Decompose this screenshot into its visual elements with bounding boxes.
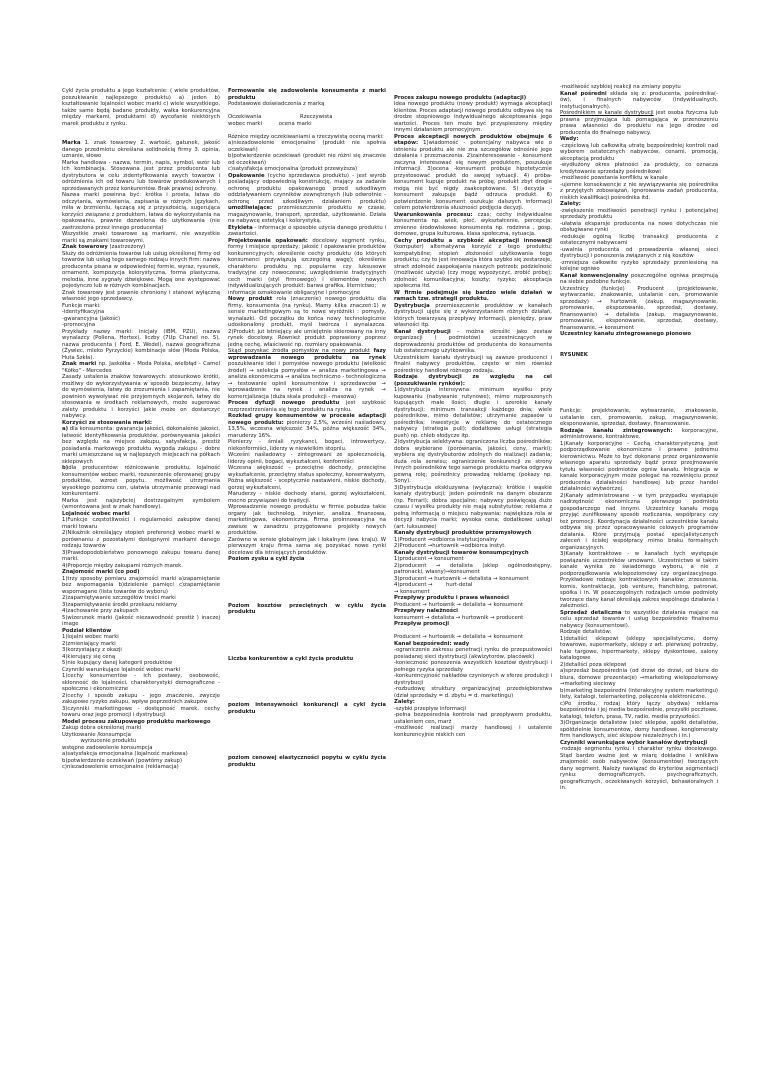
col2-paragraph: Opakowanie (cycho sprzedawca produktu) - jest wyrób posiadający odpowiednią konstrukcję, mający za zadanie ochronę produktu opakowanego przed szkodliwym oddziaływaniem czynników zewnętrznych (lub odwrotnie - ochronę przed szkodliwym działaniem produktu) umożliwiające: przemieszczenie produktu w czasie, magazynowanie, transport, sprzedaż, użytkowanie. Działa na nabywcę estetyką i kolorystyką.: [228, 172, 388, 224]
col1-paragraph: Znak towarowy (zastrzeżony): [62, 244, 146, 250]
col2-paragraph: Proces dyfuzji nowego produktu jest szybkość rozprzestrzeniania się tego produktu na rynku.: [228, 400, 388, 413]
col1-paragraph: 3)korzystający z okazji: [62, 647, 122, 653]
col3-paragraph: Kanał dystrybucji – można określić jako zestaw organizacji ( podmiotów) uczestniczących w doprowadzeniu produktów od producenta do konsumenta lub ostatecznego użytkownika.: [394, 328, 554, 354]
col3-paragraph: Kanał bezpośredni: wady: [394, 640, 470, 647]
col1-paragraph: c)niezadowolenie emocjonalne (reklamacja): [62, 764, 179, 770]
col4-paragraph: Rodzaje kanału zintegrowanych: korporacyjne, administrowane, kontraktowe.: [560, 427, 720, 440]
column-4: [560, 84, 718, 792]
col1-paragraph: wstępne zadowolenie konsumpcja: [62, 744, 153, 751]
col3-paragraph: 1)dystrybucja intensywna: minimum wysiłku przy kupowaniu (nabywanie rutynowe); mimo rozproszonych kupujących małe ilości; długie i szerokie kanały dystrybucji; minimum transakcji każdego dnia; wiele pośredników, mimo detalistów; utrzymanie zapasów u pośrednika; inwestycje w reklamę do ostatecznego nabywcy (strategia pull); dodatkowe usługi (strategia push) np. chleb słodycze itp.: [394, 387, 554, 439]
col1-paragraph: Funkcje marki:: [62, 302, 101, 309]
col3-paragraph: -konkurencyjność nakładów czynionych w sferze produkcji i dystrybucji: [394, 673, 554, 686]
col1-paragraph: Służy do odróżnienia towarów lub usług określonej firmy od towarów lub usług tego samego rodzaju innych firm: nazwa producenta pisana w odpowiedniej formie, wyraz, rysunek, ornament, kompozycja kolorystyczna, forma plastyczna, melodia, inne sygnały dźwiękowe. Mogą one występować pojedynczo lub w różnych kombinacjach.: [62, 250, 222, 289]
col3-paragraph: -konieczność ponoszenia wszystkich kosztów dystrybucji i pełnego ryzyka sprzedaży: [394, 660, 554, 673]
col1-paragraph: wyrzucenie produktu: [62, 738, 137, 744]
col3-paragraph: Proces zakupu nowego produktu (adaptacji): [394, 94, 527, 101]
col3-paragraph: 2)dystrybucja selektywna: ograniczona liczba pośredników; dobra wybierane (porównania, jakości, ceny, marki); wybiera się dystrybutorów zdolnych do realizacji zadania; duża rola serwisu; ograniczenie konkurencji ze strony innych pośredników tego samego produktu marka odgrywa pewną rolę; pośrednicy prowadzą reklamę (pokazy np. Sony).: [394, 439, 554, 484]
col2-paragraph: Podstawowe doświadczenia z marką: [228, 101, 325, 107]
col1-paragraph: 5)wizerunek marki (jakość niezawodność prestiż ) inaczej image: [62, 614, 222, 627]
column-3: [394, 88, 552, 738]
col3-paragraph: 3)producent → hurtownik → detalista → konsument: [394, 575, 529, 582]
col3-paragraph: -rozbudowę struktury organizacyjnej przedsiębiorstwa (dział sprzedaży = d. zbytu = d. marketingu): [394, 686, 554, 699]
col4-paragraph: -możliwość szybkiej reakcji na zmiany popytu: [560, 84, 681, 90]
col1-paragraph: 1)cechy konsumentów - ich postawy, osobowość, skłonność do lojalności, charakterystyki demograficzne - społeczne i ekonomiczne: [62, 673, 222, 692]
col3-paragraph: Rodzaje dystrybucji ze względu na cel (poszukiwanie rynków):: [394, 374, 554, 387]
col4-paragraph: -zmniejsza całkowite ryzyko sprzedaży przeniesioną na kolejne ogniwo: [560, 259, 720, 272]
col1-paragraph: 2)zapamiętywanie szczegółów treści marki: [62, 595, 176, 601]
col1-paragraph: Marka 1. znak towarowy 2. wartość, gatunek, jakość danego przedmiotu określana solidnością firmy 3. opinia, uznanie, słowo: [62, 140, 222, 159]
col3-paragraph: -pełna bezpośrednia kontrola nad przepływem produktu, ustaleniem cen, marż: [394, 712, 554, 725]
col1-paragraph: Przykłady nazwy marki: inicjały (IBM, PZU), nazwa wynalazcy (Pollena, Hortex), liczby (7Up Chanel no. 5), nazwa producenta ( Ford, E. Wedel), nazwa geograficzna (Żywiec, mleko Pyrzyckie) kombinacje słów (Moda Polska, Huta Szkła).: [62, 328, 222, 361]
col2-paragraph: Nowy produkt rola (znaczenie) nowego produktu dla firmy, konsumenta (na rynku). Mamy kilka znaczeń:1) w sensie marketingowym są to nowe wyróżniki : pomysły, wynalazki. Od początku do końca nowy technologicznie udoskonalony produkt, myśl twórcza i wynalazcza. 2)Produkt: jut istniejący ale umiejętnie skierowany na inny rynek docelowy. Również produkt poprawiony poprzez jedną cechę, właściwość np. rozmiary opakowania.: [228, 296, 388, 348]
col1-paragraph: Model procesu zakupowego produktu markowego: [62, 718, 211, 725]
col4-paragraph: 1)Kanały korporacyjne - Cechą charakterystyczną jest podporządkowanie ekonomiczne i prawne jednemu kierownictwu. Może to być dokonane przez organizowanie własnego aparatu sprzedaży bądź przez przejmowanie tytułu własności podmiotów ogniw kanału. Integracja w kanale korporacyjnym może polegać na rozwinięciu przez producenta działalności handlowej lub przez handel działalności wytwórczej.: [560, 440, 720, 492]
col1-paragraph: 2)Nikaźnik określający stopień preferencji wobec marki w porównaniu z pozostałymi dostępnymi markami danego rodzaju towarów: [62, 530, 222, 549]
col1-paragraph: 2)zmieniający marki: [62, 640, 116, 647]
col1-paragraph: 4)zachowanie przy zakupach: [62, 608, 139, 614]
col4-paragraph: -redukuje ogólną liczbę transakcji producenta z ostatecznymi nabywcami: [560, 233, 720, 246]
col4-paragraph: Pośrednikiem w kanale dystrybucji jest osoba fizyczna lub prawna przyjmująca lub pomagająca w przenoszeniu prawa własności do produktu na jego drodze od producenta do finalnego nabywcy.: [560, 110, 720, 136]
col4-paragraph: 3)Organizacje detalistów (sieć sklepów, spółki detalistów, spółdzielnie konsumentów, domy handlowe, konglomeraty firm handlowych, sieć sklepów niezależnych i in.): [560, 720, 720, 739]
col2-paragraph: Wprowadzenie nowego produktu w firmie pobudza takie organy jak technolog, inżynier, analiza finansowa, marketingowa, ekonomiczna. Firma proinnowacyjna na zawsze w zanadrzu przygotowane projekty nowych produktów.: [228, 504, 388, 536]
col3-paragraph: 4)producent → hurt-detal: [394, 582, 473, 588]
col1-paragraph: Znajomość marki (co pod): [62, 569, 140, 575]
col2-paragraph: Poziom zysku a cykl życia: [228, 556, 305, 562]
col1-paragraph: Cykl życia produktu a jego kształcenie: ( wiele produktów, poszukiwanie najlepszego produktu) a) jeden b) kształtowanie lojalności wobec marki c) wiele wszystkiego, także same będą badane produkty, walka konkurencyjna między markami, produktami d) wycofanie niektórych marek produktu z rynku.: [62, 88, 222, 127]
col1-paragraph: b)potwierdzenie oczekiwań (powtórny zakup): [62, 757, 183, 764]
col3-paragraph: Zalety:: [394, 699, 415, 705]
col2-paragraph: wobec marki ocena marki: [228, 120, 312, 127]
col3-paragraph: Uczestnikiem kanału dystrybucji są zawsze producenci i finalni nabywcy produktów, często w nim również pośrednicy handlowi różnego rodzaju.: [394, 354, 554, 374]
col2-paragraph: Późna większość - sceptycznie nastawieni, niskie dochody, gorzej wykształceni,: [228, 478, 388, 491]
col4-paragraph: c)Po środku, rodzaj który łączy obydwa) reklama bezpośrednia i jej media bezpośrednie, prezysłki pocztowe, katalogi, telefon, prasa, TV, radio, media przyszłości.: [560, 700, 720, 720]
col4-paragraph: -rodzaje segmentu rynku i charakter rynku docelowego. Stąd bardzo ważne jest w miarę dokładne i wnikliwa znajomość osób nabywców (konsumentów) tworzących dany segment. Należy nawiązać do kryteriów segmentacji rynku: demograficznych, psychograficznych, geograficznych, oczekiwanych korzyści, behawioralnych i in.: [560, 746, 720, 791]
col4-paragraph: -ułatwia eksparsje producenta na nowe dotychczas nie obsługiwane rynki: [560, 220, 720, 233]
col3-paragraph: Idea nowego produktu (nowy produkt) wymaga akceptacji klientów. Proces adaptacji nowego produktu odbywa się na drodze stopniowego indywidualnego akceptowania jego wartości. Proces ten może być przyspieszony między innymi działaniem promocyjnym.: [394, 101, 554, 133]
col2-paragraph: Liczba konkurentów a cykl życia produktu: [228, 655, 354, 662]
col4-paragraph: Funkcje: projektowanie, wytwarzanie, znakowanie, ustalanie cen, promowanie, zakup, magazynowanie, eksponowanie, sprzedaż, dostawy, finansowanie.: [560, 408, 720, 427]
col1-paragraph: Korzyści ze stosowania marki:: [62, 419, 153, 426]
col3-paragraph: Uwarunkowania procesu: czas; cechy indywidualne konsumenta np. wiek, płeć, wykształcenie, percepcja; zmienne środowiskowe konsumenta np. rodzinna , gosp. domowe, grupa kulturowa, klasa społeczna, sytuacja.: [394, 211, 554, 237]
col4-paragraph: 2)detaliści poza sklepowi: [560, 661, 627, 668]
col4-paragraph: -zwiększenie możliwości penetracji rynku i potencjalnej sprzedaży produktu: [560, 207, 720, 220]
col1-paragraph: -identyfikacyjna: [62, 309, 105, 315]
col2-paragraph: Formowanie się zadowolenia konsumenta z marki produktu: [228, 88, 388, 101]
col1-paragraph: Wszystkie znaki towarowe są markami, nie wszystkie marki są znakami towarowymi.: [62, 231, 222, 244]
col3-paragraph: -szybki przepływ informacji: [394, 705, 467, 712]
col2-paragraph: Etykieta - informacje o sposobie użycia danego produktu i zawartości.: [228, 224, 388, 237]
col3-paragraph: → konsument: [394, 588, 430, 595]
col3-paragraph: Producent → hurtownik → detalista → konsument: [394, 601, 523, 608]
col3-paragraph: Przepływy produktu i prawa własności: [394, 595, 509, 601]
col3-paragraph: Kanały dystrybucji towarów konsumpcyjnych: [394, 549, 529, 556]
col3-paragraph: Dystrybucja przemieszczenie produktów w kanałach dystrybucji ujęte się z wykorzystaniem różnych działań, których towarzyszą przepływy informacji, pieniędzy, praw własności itp.: [394, 302, 554, 328]
col2-paragraph: Rozkład grupy konsumentów w procesie adaptacji nowego produktu: pionierzy 2,5%, wcześni naśladowcy 13,5%, wczesna większość 34%, późna większość 34%, maruderzy 16%.: [228, 413, 388, 439]
col2-paragraph: informacje oznakowanie obligacyjne i promocyjne: [228, 289, 361, 296]
col4-paragraph: Wady:: [560, 136, 579, 142]
col1-paragraph: 1)lojalni wobec marki: [62, 634, 119, 640]
col4-paragraph: 3)Kanały kontraktowe - w kanałach tych występuje powiązanie uczestników umowami. Uczestnictwo w takim kanale wynika ze świadomego wyboru, a nie z podporządkowania wielopoziomowy czy organizacyjnego. Przykładowe rodzaje kontraktowych kanałów: zrzeszenia, komis, kontraktacje, job venture, franchising, patronat, spółka i in. W poszczególnych rodzajach umów podmioty tworzące dany kanał określają zakres wspólnego działania i zależności.: [560, 551, 720, 609]
col2-paragraph: Różnice między oczekiwaniami a rzeczywistą oceną marki:: [228, 133, 384, 140]
col1-paragraph: Marka jest najszybciej dostrzegalnym symbolem (wmontowana jest w znak handlowy).: [62, 497, 222, 510]
col2-paragraph: Projektowanie opakowań: docelowy segment rynku, formy i miejsce sprzedaży; jakość i opakowanie produktów konkurencyjnych; określenie cechy produktu (do których konsumenci przywiązują szczególną wagę); określenie charakteru produktu np. popularne czy luksusowe tradycyjne czy nowoczesne; uwzględnienie tradycyjnych cech marki (styl firmowego) i elementów nowych indywidualizujących produkt: barwa grafika, liternictwo;: [228, 237, 388, 289]
col4-paragraph: a)sprzedaż bezpośrednia (od drzwi do drzwi, od biura do biura, domowe prezentacje) →marketing wielopoziomowy →marketing sieciowy: [560, 668, 720, 687]
col2-paragraph: Poziom kosztów przeciętnych w cyklu życia produktu: [228, 602, 388, 615]
col4-paragraph: -ujemne konsekwencje z nie wywiązywania się pośrednika z przyjętych zobowiązań, ignorowania zadań producenta, niskich kwalifikacji pośrednika itd.: [560, 181, 720, 201]
col3-paragraph: 1)Producent →odbiorca instytucjonalny: [394, 536, 498, 543]
col1-paragraph: Użytkowanie /konsumpcja: [62, 731, 131, 738]
col2-paragraph: Pionierzy - śmiali ryzykanci, bogaci, introwertycy, niekonformiści, liderzy w niewielkim stopniu.: [228, 439, 388, 452]
col3-paragraph: 1)producent → konsument: [394, 556, 464, 562]
col3-paragraph: Proces akceptacji nowych produktów obejmuje 6 etapów: 1)wiadomość - potencjalny nabywca wie o istnieniu produktu ale nie zna szczegółów odnośnie jego działania i przeznaczenia. 2)zainteresowanie - konsument zaczyna interesować się nowym produktem, poszukuje informacji. 3)ocena -konsument próbuje hipotetycznie przystosować produkt do swojej sytuacji. 4) próba- konsument kupuje produkt na próbę, produkt zbyt drogie mogą nie być nigdy zaakceptowane. 5) decyzja - konsument zakupuje bądź odrzuca produkt. 6) potwierdzenie konsument oszukuje dalszych informacji celem potwierdzenia słuszności podjęcia decyzji.: [394, 133, 554, 211]
col1-paragraph: Znak towarowy jest prawnie chroniony i stanowi wyłączną własność jego sprzedawcy.: [62, 289, 222, 302]
col2-paragraph: Maruderzy - niskie dochody starsi, gorzej wykształceni, mocno przywiązani do tradycji.: [228, 491, 388, 504]
col3-paragraph: Przepływy należności: [394, 608, 458, 614]
col4-paragraph: -częściową lub całkowitą utratę bezpośredniej kontroli nad wyborem ostatecznych nabywców, cenami, promocją, akceptacją produktu: [560, 142, 720, 162]
col2-paragraph: Wczesna większość - przeciętne dochody, przeciętne wykształcenie, przeciętny status społeczny, konserwatyzm,: [228, 465, 388, 478]
col1-paragraph: Znak marki np. Jaskółka - Moda Polska, wielbłąd - Camel "Kółko" - Mercedes: [62, 361, 222, 374]
col4-paragraph: Uczestnicy kanału zintegrowanego pionowo: [560, 331, 691, 337]
col1-paragraph: Marka handlowa - nazwa, termin, napis, symbol, wzór lub ich kombinacja. Stosowana jest przez producenta lub dystrybutora w celu zidentyfikowania swych towarów i odróżnienia ich od towaru lub towarów produkowanych i sprzedawanych przez konkurentów. Brak prawnej ochrony.: [62, 159, 222, 192]
col1-paragraph: Czynniki warunkujące lojalność wobec marki: [62, 666, 181, 673]
col1-paragraph: 4)kierujący się ceną: [62, 653, 116, 660]
col2-paragraph: Skąd pozyskać źródła pomysłów na nowy produkt fazy wprowadzania nowego produktu na rynek poszukiwanie idei i pomysłów nowego produktu (wielkość źródeł) → selekcja pomysłów → analiza marketingowa → analiza ekonomiczna → analiza techniczno - technologiczna → testowanie opinii konsumentów i sprzedawców → wprowadzenie na rynek i analiza na rynek → komercjalizacja (duża skala produkcji - masowa): [228, 348, 388, 400]
col4-paragraph: Czynniki warunkujące wybór kanałów dystrybucji: [560, 739, 708, 746]
col1-paragraph: a) dla konsumenta: gwarancja jakości, dokonalenie jakości, łatwość identyfikowania produktów, porównywania jakości bez względu na miejsce zakupu, satysfakcja, prestiż posiadania markowego produktu wygoda zakupu - dobre marki umieszczane są w najlepszych miejscach na półkach sklepowych: [62, 426, 222, 465]
col1-paragraph: b)dla producentów: różnicowanie produktu, lojalność konsumentów wobec marki, rozszerzenie oferowanej grupy produktów, wzrost popytu, możliwość utrzymania wysokiego poziomu cen, ułatwia utrzymanie przewagi nad konkurentami.: [62, 465, 222, 497]
col3-paragraph: 2)Producent →hurtownik →odbiorca instyt.: [394, 543, 506, 549]
col1-paragraph: 2)cechy i sposób zakupu - jego znaczenie, zwyczje zakupowe ryzyko zakupu, wpływ poprzednich zakupów: [62, 692, 222, 705]
col4-paragraph: RYSUNEK: [560, 351, 588, 358]
col1-paragraph: Podział klientów: [62, 627, 112, 634]
col2-paragraph: Oczekiwania Rzeczywista: [228, 114, 333, 120]
col4-paragraph: b)marketing bezpośredni (interakcyjny system marketingu) listy, katalogi, telemarketing, połączenia elektroniczne.: [560, 687, 720, 700]
col2-paragraph: c)satysfakcja emocjonalna (produkt przewyższa): [228, 166, 358, 172]
col4-paragraph: Rodzaje detalistów:: [560, 629, 612, 635]
col3-paragraph: konsument → detalista → hurtownik → producent: [394, 614, 524, 621]
col4-paragraph: Sprzedaż detaliczna to wszystkie działania mające na celu sprzedaż towarów i usług bezpośrednio finalnemu nabywcy (konsumentowi).: [560, 609, 720, 629]
col4-paragraph: -wydłużony okres płatności za produkty, co oznacza kredytowanie sprzedaży pośrednikowi: [560, 162, 720, 175]
col2-paragraph: Wcześni naśladowcy - zintegrowani ze społecznością, liderzy opinii, bogaci, wykształceni, konformiści: [228, 452, 388, 465]
col2-paragraph: a)niezadowolenie emocjonalne (produkt nie spełnia oczekiwań): [228, 140, 388, 153]
col3-paragraph: -możliwość realizacji marży handlowej i ustalenie konkurencyjnie niskich cen: [394, 725, 554, 738]
col1-paragraph: 3)zapamiętywanie środki przekazu reklamy: [62, 601, 178, 608]
col4-paragraph: 2)Kanały administrowane - w tym przypadku wystąpuje nadrzędność ekonomiczna pierwszego podmiotu gospodarczego nad innymi. Uczestnicy kanału mogą przyjąć zunifikowany sposób rozliczania, współpracy czy też promocji. Koordynacja działalności uczestników kanału odbywa się przez opracowywanie celowych programów działania. Które przyjmują postać specjalistycznych załeceń i ścisłej współpracy mimo braku formalnych organizacyjnych.: [560, 492, 720, 551]
col2-paragraph: poziom cenowej elastyczności popytu w cyklu życia produktu: [228, 755, 388, 768]
col3-paragraph: Kanały dystrybucji produktów przemysłowych: [394, 530, 532, 536]
col4-paragraph: Kanał konwencjonalny poszczególne ogniwa przejmują na siebie podobne funkcje.: [560, 272, 720, 285]
column-2: [228, 88, 386, 768]
col1-paragraph: Zasady ustalenia znaków towarowych: stosunkowo krótki, możliwy do wykorzystywania w sposób bezpieczny, łatwy do wymówienia, łatwy do zrozumienia i zapamiętania, nie powinien wywoływać nie przyjemnych skojarzeń, łatwy do stosowania w środkach reklamowych, może sugerować zalety produktu i korzyści jakie może on dostarczyć nabywcy.: [62, 374, 222, 419]
col1-paragraph: -promocyjna: [62, 322, 96, 328]
col2-paragraph: poziom intensywności konkurencji a cykl życia produktu: [228, 702, 388, 715]
col4-paragraph: Uczestnicy (funkcje) Producent (projektowanie, wytwarzanie, znakowanie, ustalanie cen, promowanie sprzedaży) → hurtownik (zakup, magazynowanie, promowanie, ekspozowanie, sprzedaż, dostawy, finansowanie) → detalista (zakup, magazynowanie, promowanie, eksponowanie, sprzedaż, dostawy, finansowanie, → konsument: [560, 285, 720, 331]
col1-paragraph: a)satysfakcja emocjonalna (lojalność markowa): [62, 751, 188, 757]
col3-paragraph: 2)producent → detalista (sklep ogólnodostępny, patronacki, własny)→konsument: [394, 562, 554, 575]
col4-paragraph: -możliwość powstania konfliktu w kanale: [560, 175, 668, 181]
col2-paragraph: b)potwierdzenie oczekiwań (produkt nie różni się znacznie od oczekiwań): [228, 153, 388, 166]
col4-paragraph: Zalety:: [560, 201, 581, 207]
col1-paragraph: 1)Funkcje częstotliwości i regularności zakupów danej marki towaru: [62, 517, 222, 530]
col3-paragraph: Producent → hurtownik → detalista → konsument: [394, 634, 523, 640]
col3-paragraph: Cechy produktu a szybkość akceptacji innowacji (komputer) alternatywna korzyść z tego produktu; kompatybilne; stopień złożoności użytkowania tego produktu; czy to jest innowacja która szybko się zestarzeje, stract zdolność zaspokajania naszych potrzeb; podzielność (możliwość użycia) (czy mogę wypożyczyć, zrobić próbę); zdolność komunikacyjna; koszty; ryzyko; akceptacja społeczna itd.: [394, 237, 554, 289]
col3-paragraph: -ograniczenie zakresu penetracji rynku do przepustowości posiadanej sieci dystrybucji (akwizytorów, placówek): [394, 647, 554, 660]
col1-paragraph: Lojalność wobec marki: [62, 510, 130, 517]
col3-paragraph: 3)Dystrybucja ekskluzywna (wyłączna): krótkie i wąskie kanały dystrybucji; jeden pośrednik na danym obszarze (np. Ferrari); dobra specjalne; nabywcy poświęcają dużo czasu i wysiłku produkty nie mają substytutów; reklama z pełną informacją o miejscu nabywania; największa rola w decyzji nabycia marki; wysoka cena; dodatkowe usługi (art. luksusowe): [394, 484, 554, 530]
col1-paragraph: 3)czynniki marketingowe - dostępność marek, cechy towaru oraz jego promocji i dystrybucji: [62, 705, 222, 718]
col1-paragraph: -gwarancyjna (jakość): [62, 315, 121, 322]
col1-paragraph: Nazwa marki powinna być: krótka i prosta, łatwa do odczytania, wymówienia, zapisania w różnych językach, miła w brzmieniu, łączącą się z przyszłością, sugerująca korzyści związane z produktem, łatwa do wykorzystania na opakowaniu, prawnie dozwolona do użytkowania (nie zastrzeżona przez innego producenta): [62, 192, 222, 231]
col2-paragraph: Zarówno w sensie globalnym jak i lokalnym (ww. kraju). W pierwszym kraju firma sama się pozyskać nowe rynki docelowe dla istniejących produktów.: [228, 536, 388, 556]
col1-paragraph: 3)Prawdopodobieństwo ponownego zakupu towaru danej marki.: [62, 549, 222, 562]
col1-paragraph: 5)nie kupujący danej kategorii produktów: [62, 660, 173, 666]
col3-paragraph: W firmie podejmuje się bardzo wiele działań w ramach tzw. strategii produktu.: [394, 289, 554, 302]
col3-paragraph: Przepływ promocji: [394, 621, 450, 627]
col1-paragraph: Zakup dobra określonej marki: [62, 725, 142, 731]
column-1: [62, 88, 220, 771]
col1-paragraph: 4)Proporcje między zakupami różnych marek.: [62, 562, 183, 569]
col4-paragraph: -uwalnia producenta od prowadzenia własnej sieci dystrybucji i ponoszenia związanych z nią kosztów: [560, 246, 720, 259]
col4-paragraph: 1)detaliści sklepowi (sklepy specjalistyczne, domy towarowe, supermarkety, sklepy z art. pierwszej potrzeby, hale targowe, hipermarkety, sklepy dyskontowe, salony katalogowe: [560, 635, 720, 661]
col1-paragraph: 1)trzy sposoby pomiaru znajomości marki a)zapamiętanie bez wspomagania b)dzielenie pamięci c)zapamiętanie wspomagane (lista towarów do wyboru): [62, 575, 222, 595]
col4-paragraph: Kanał pośredni składa się z: producenta, pośrednika(-ów), i finalnych nabywców (indywidualnych, instytucjonalnych).: [560, 90, 720, 110]
